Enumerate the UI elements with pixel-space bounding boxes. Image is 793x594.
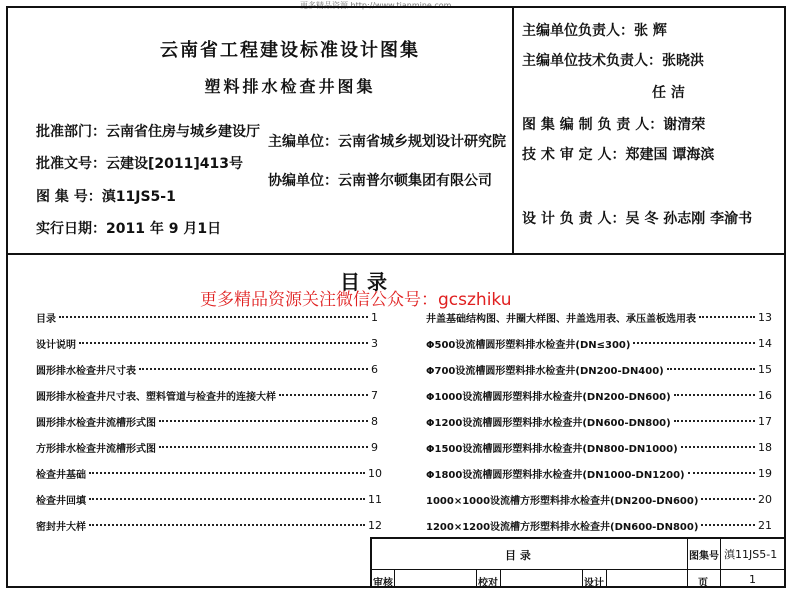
tech-review: 技 术 审 定 人：郑建国 谭海滨: [522, 147, 715, 163]
toc-row: [36, 335, 378, 351]
toc-leader: [688, 472, 755, 474]
header-divider-vertical: [512, 6, 514, 254]
co-editor-unit: 协编单位：云南普尔顿集团有限公司: [268, 173, 492, 189]
title-block-divider: [582, 569, 583, 588]
toc-page: 8: [371, 414, 378, 428]
toc-row: [426, 465, 772, 481]
toc-page: 12: [368, 518, 382, 532]
title-block-divider: [606, 569, 607, 588]
toc-leader: [674, 420, 755, 422]
toc-row: [36, 387, 378, 403]
toc-page: 17: [758, 414, 772, 428]
title-block-page-value: 1: [749, 573, 756, 586]
toc-label: Φ1200设流槽圆形塑料排水检查井(DN600-DN800): [426, 417, 671, 429]
toc-label: 1200×1200设流槽方形塑料排水检查井(DN600-DN800): [426, 521, 699, 533]
chief-unit-tech-head-2: 任 洁: [652, 85, 685, 101]
toc-page: 15: [758, 362, 772, 376]
toc-label: Φ500设流槽圆形塑料排水检查井(DN≤300): [426, 339, 631, 351]
title-block-sheet-name: 目 录: [505, 549, 531, 562]
toc-leader: [701, 524, 755, 526]
toc-leader: [89, 498, 365, 500]
toc-label: 检查井基础: [36, 469, 86, 481]
approval-dept: 批准部门：云南省住房与城乡建设厅: [36, 124, 260, 140]
toc-row: [426, 361, 772, 377]
toc-page: 1: [371, 310, 378, 324]
toc-page: 7: [371, 388, 378, 402]
toc-leader: [89, 524, 365, 526]
toc-leader: [159, 420, 368, 422]
compile-head: 图 集 编 制 负 责 人：谢清荣: [522, 117, 706, 133]
toc-page: 3: [371, 336, 378, 350]
chief-editor-unit: 主编单位：云南省城乡规划设计研究院: [268, 134, 506, 150]
toc-label: 方形排水检查井流槽形式图: [36, 443, 156, 455]
chief-unit-tech-head: 主编单位技术负责人：张晓洪: [522, 53, 704, 69]
title-block-check: 校对: [478, 578, 498, 589]
toc-row: [426, 309, 772, 325]
toc-label: 圆形排水检查井尺寸表、塑料管道与检查井的连接大样: [36, 391, 276, 403]
toc-leader: [667, 368, 755, 370]
toc-row: [36, 361, 378, 377]
toc-row: [426, 387, 772, 403]
title-block-atlas-label: 图集号: [689, 551, 719, 562]
atlas-title: 云南省工程建设标准设计图集: [160, 40, 420, 61]
toc-leader: [681, 446, 755, 448]
toc-label: 设计说明: [36, 339, 76, 351]
title-block-divider: [687, 537, 688, 588]
title-block-top-border: [370, 537, 786, 539]
effective-date: 实行日期：2011 年 9 月1日: [36, 221, 222, 237]
approval-doc: 批准文号：云建设[2011]413号: [36, 156, 243, 172]
toc-label: 检查井回填: [36, 495, 86, 507]
toc-page: 11: [368, 492, 382, 506]
toc-page: 10: [368, 466, 382, 480]
toc-leader: [674, 394, 755, 396]
toc-row: [36, 309, 378, 325]
toc-label: Φ1500设流槽圆形塑料排水检查井(DN800-DN1000): [426, 443, 678, 455]
toc-label: Φ700设流槽圆形塑料排水检查井(DN200-DN400): [426, 365, 664, 377]
toc-label: Φ1000设流槽圆形塑料排水检查井(DN200-DN600): [426, 391, 671, 403]
toc-label: 目录: [36, 313, 56, 325]
design-head: 设 计 负 责 人：吴 冬 孙志刚 李渝书: [522, 211, 753, 227]
toc-leader: [633, 342, 755, 344]
toc-row: [426, 517, 772, 533]
toc-leader: [701, 498, 755, 500]
toc-page: 13: [758, 310, 772, 324]
toc-row: [36, 439, 378, 455]
toc-row: [36, 491, 382, 507]
toc-page: 16: [758, 388, 772, 402]
title-block-page-label: 页: [698, 578, 708, 589]
title-block-design: 设计: [584, 578, 604, 589]
toc-label: 1000×1000设流槽方形塑料排水检查井(DN200-DN600): [426, 495, 699, 507]
toc-row: [426, 439, 772, 455]
title-block-divider: [500, 569, 501, 588]
title-block-divider: [394, 569, 395, 588]
title-block-atlas-value: 滇11JS5-1: [724, 548, 778, 561]
toc-label: 密封井大样: [36, 521, 86, 533]
toc-page: 14: [758, 336, 772, 350]
title-block-divider: [476, 569, 477, 588]
toc-label: 圆形排水检查井流槽形式图: [36, 417, 156, 429]
toc-leader: [79, 342, 368, 344]
toc-row: [426, 491, 772, 507]
toc-page: 6: [371, 362, 378, 376]
toc-leader: [139, 368, 368, 370]
header-divider-horizontal: [6, 253, 786, 255]
toc-page: 20: [758, 492, 772, 506]
toc-label: 井盖基础结构图、井圈大样图、井盖选用表、承压盖板选用表: [426, 313, 696, 325]
toc-label: Φ1800设流槽圆形塑料排水检查井(DN1000-DN1200): [426, 469, 685, 481]
toc-leader: [279, 394, 368, 396]
toc-row: [36, 413, 378, 429]
top-watermark: 更多精品资源 http://www.tianmine.com: [300, 1, 452, 10]
title-block-left-border: [370, 537, 372, 588]
toc-page: 9: [371, 440, 378, 454]
toc-label: 圆形排水检查井尺寸表: [36, 365, 136, 377]
toc-row: [36, 465, 382, 481]
title-block-divider: [720, 537, 721, 588]
title-block-review: 审核: [373, 578, 393, 589]
atlas-number: 图 集 号：滇11JS5-1: [36, 189, 176, 205]
toc-page: 19: [758, 466, 772, 480]
toc-leader: [59, 316, 368, 318]
toc-leader: [699, 316, 755, 318]
toc-page: 18: [758, 440, 772, 454]
chief-unit-head: 主编单位负责人：张 辉: [522, 23, 667, 39]
toc-row: [426, 335, 772, 351]
toc-leader: [89, 472, 365, 474]
atlas-subtitle: 塑料排水检查井图集: [204, 77, 376, 96]
toc-leader: [159, 446, 368, 448]
toc-row: [36, 517, 382, 533]
toc-page: 21: [758, 518, 772, 532]
promo-watermark: 更多精品资源关注微信公众号：gcszhiku: [200, 290, 512, 310]
title-block-mid-border: [370, 569, 786, 570]
toc-row: [426, 413, 772, 429]
toc-title: 目 录: [340, 270, 387, 294]
